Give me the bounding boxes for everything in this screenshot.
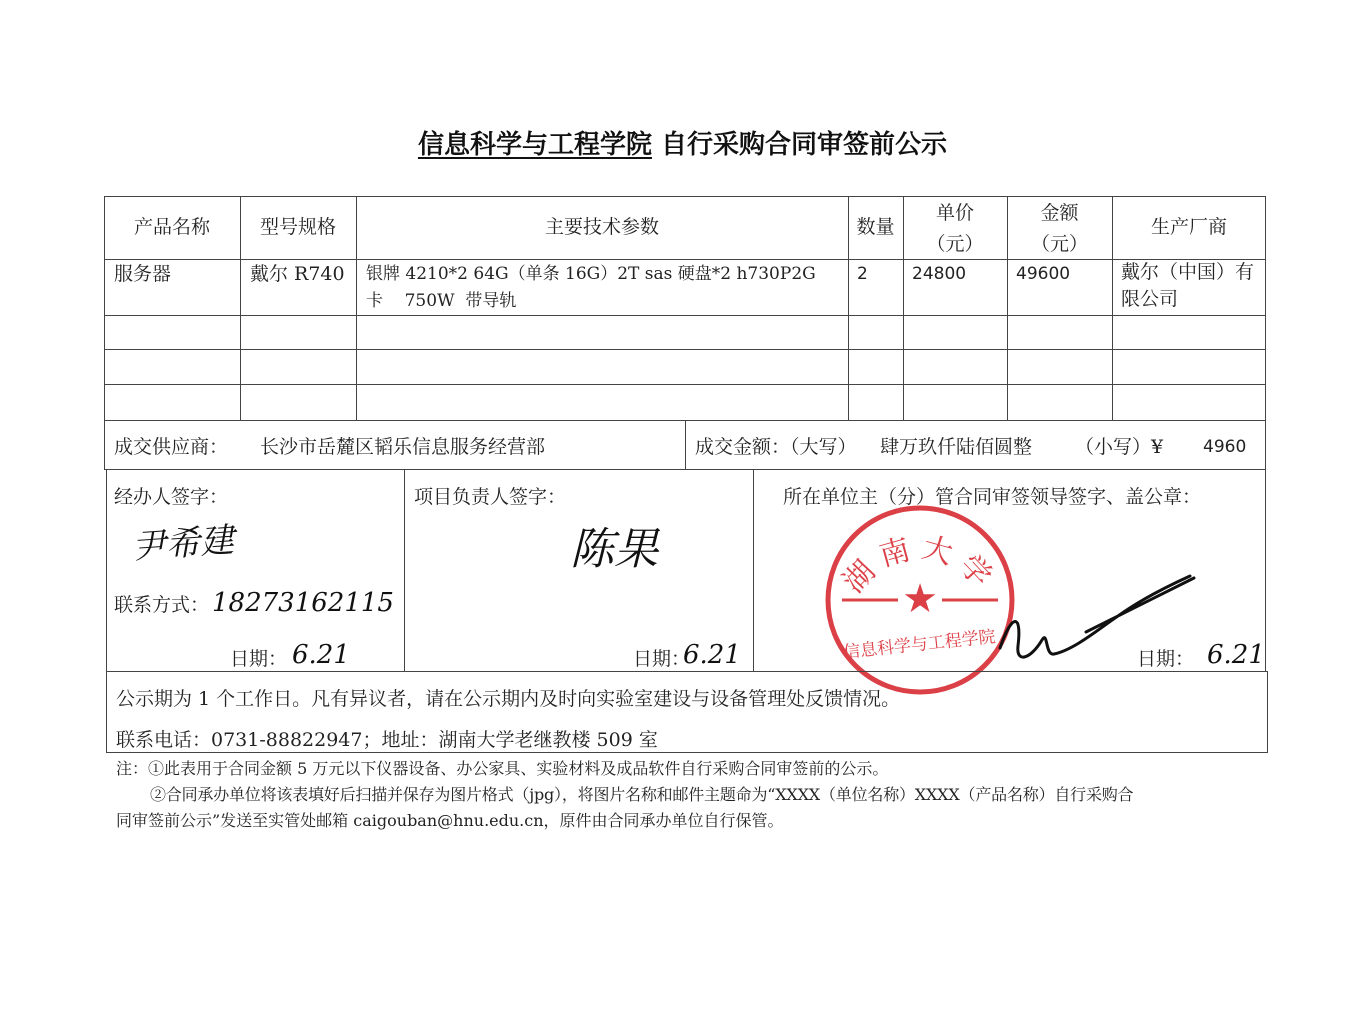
cell-params-line2: 卡 750W 带导轨 bbox=[366, 291, 517, 311]
supplier-name: 长沙市岳麓区韬乐信息服务经营部 bbox=[260, 436, 546, 458]
deal-amount-small-label: （小写）¥ bbox=[1075, 436, 1164, 458]
header-qty: 数量 bbox=[856, 216, 895, 238]
cell-model: 戴尔 R740 bbox=[250, 263, 345, 285]
stamp-star: ★ bbox=[902, 576, 938, 622]
handler-date-label: 日期： bbox=[230, 648, 288, 670]
leader-date-label: 日期： bbox=[633, 648, 691, 670]
notice-line2: 联系电话：0731-88822947；地址：湖南大学老继教楼 509 室 bbox=[116, 729, 658, 751]
cell-product-name: 服务器 bbox=[114, 263, 172, 285]
header-params: 主要技术参数 bbox=[544, 216, 659, 238]
header-model: 型号规格 bbox=[259, 216, 336, 238]
cell-manufacturer-line2: 限公司 bbox=[1121, 288, 1179, 310]
title-college: 信息科学与工程学院 bbox=[417, 130, 652, 160]
handler-label: 经办人签字： bbox=[114, 486, 229, 508]
unit-date-value: 6.21 bbox=[1207, 640, 1265, 670]
unit-date-label: 日期： bbox=[1137, 648, 1195, 670]
handler-date-value: 6.21 bbox=[292, 640, 350, 670]
footnote-2: ②合同承办单位将该表填好后扫描并保存为图片格式（jpg），将图片名称和邮件主题命为“XXXX（单位名称）XXXX（产品名称）自行采购合 bbox=[150, 785, 1134, 804]
deal-amount-chinese: 肆万玖仟陆佰圆整 bbox=[880, 436, 1033, 458]
unit-leader-label: 所在单位主（分）管合同审签领导签字、盖公章： bbox=[783, 486, 1202, 508]
deal-amount-label: 成交金额：（大写） bbox=[695, 436, 857, 458]
header-amount-unit: （元） bbox=[1030, 233, 1088, 255]
deal-amount-number: 4960 bbox=[1203, 437, 1247, 457]
cell-manufacturer-line1: 戴尔（中国）有 bbox=[1121, 261, 1255, 283]
leader-signature: 陈果 bbox=[570, 524, 658, 575]
cell-amount: 49600 bbox=[1016, 264, 1071, 284]
cell-qty: 2 bbox=[857, 264, 868, 284]
handler-signature: 尹希建 bbox=[130, 520, 236, 568]
header-unit-price-unit: （元） bbox=[926, 233, 984, 255]
header-amount: 金额 bbox=[1040, 202, 1079, 224]
footnote-3: 同审签前公示”发送至实管处邮箱 caigouban@hnu.edu.cn，原件由合同承办单位自行保管。 bbox=[116, 811, 784, 830]
footnote-1: 注：①此表用于合同金额 5 万元以下仪器设备、办公家具、实验材料及成品软件自行采购合同审签前的公示。 bbox=[116, 759, 889, 778]
contact-label: 联系方式： bbox=[114, 594, 210, 616]
supplier-label: 成交供应商： bbox=[114, 436, 229, 458]
contact-value: 18273162115 bbox=[212, 588, 394, 618]
leader-date-value: 6.21 bbox=[683, 640, 741, 670]
notice-line1: 公示期为 1 个工作日。凡有异议者，请在公示期内及时向实验室建设与设备管理处反馈情况。 bbox=[116, 688, 901, 710]
stamp-top-text: 湖南大学 bbox=[836, 530, 1004, 600]
cell-params-line1: 银牌 4210*2 64G（单条 16G）2T sas 硬盘*2 h730P2G bbox=[366, 264, 816, 284]
page-title bbox=[0, 124, 1365, 161]
header-manufacturer: 生产厂商 bbox=[1150, 216, 1227, 238]
header-product-name: 产品名称 bbox=[133, 216, 210, 238]
title-main: 自行采购合同审签前公示 bbox=[661, 130, 948, 160]
leader-label: 项目负责人签字： bbox=[414, 486, 567, 508]
cell-unit-price: 24800 bbox=[912, 264, 967, 284]
stamp-bottom-text: 信息科学与工程学院 bbox=[842, 627, 997, 663]
header-unit-price: 单价 bbox=[935, 202, 974, 224]
